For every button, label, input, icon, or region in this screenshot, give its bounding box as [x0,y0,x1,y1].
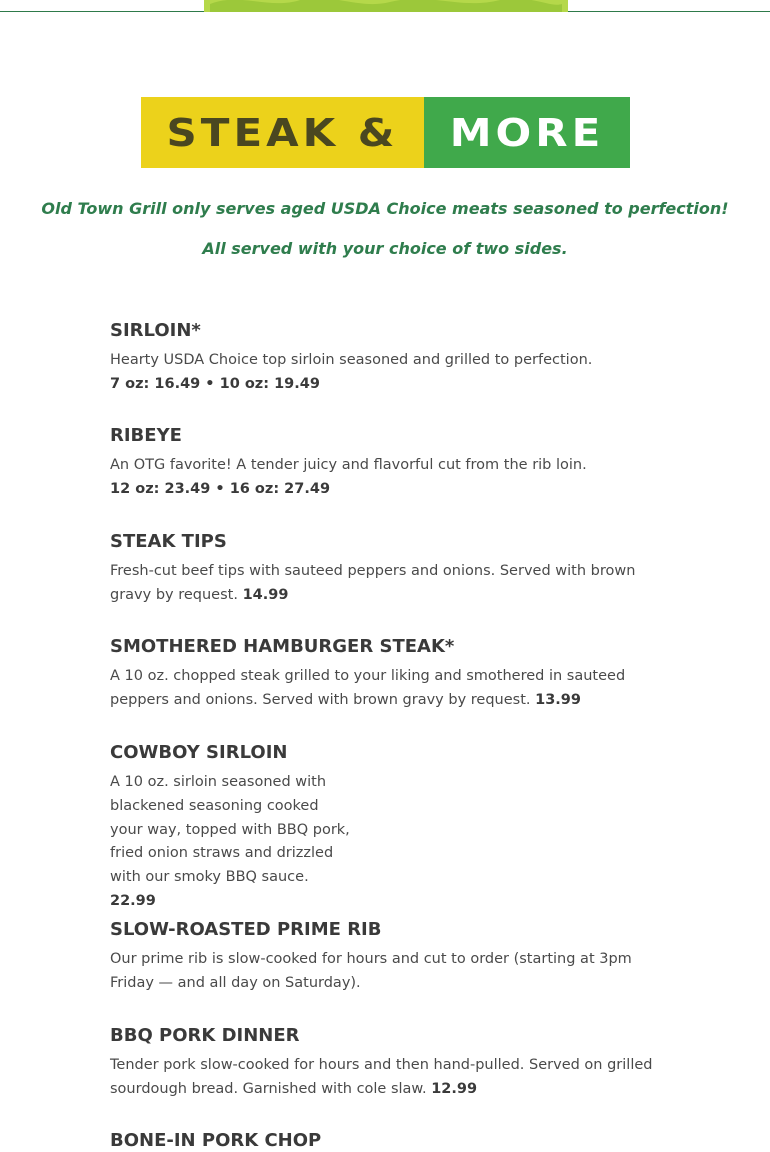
item-price: 14.99 [242,586,289,603]
item-name: SLOW-ROASTED PRIME RIB [110,919,382,940]
menu-item-bone-in-pork-chop [110,1130,670,1152]
item-description: Hearty USDA Choice top sirloin seasoned and grilled to perfection. [110,352,593,368]
item-description-text: A 10 oz. chopped steak grilled to your liking and smothered in sauteed peppers and onions. Served with brown gravy by request. [110,668,626,708]
banner-right-panel [424,97,630,168]
banner-left-text: STEAK & [166,109,399,155]
menu-item-steak-tips [110,531,670,608]
item-name: SMOTHERED HAMBURGER STEAK* [110,636,455,657]
item-name: BONE-IN PORK CHOP [110,1130,322,1151]
tagline-aged-meats: Old Town Grill only serves aged USDA Choice meats seasoned to perfection! [41,199,729,218]
item-description-text: Tender pork slow-cooked for hours and then hand-pulled. Served on grilled sourdough bread. Garnished with cole slaw. [110,1057,653,1097]
item-description [110,771,355,914]
item-name: COWBOY SIRLOIN [110,742,288,763]
item-price: 12 oz: 23.49 • 16 oz: 27.49 [110,480,331,497]
menu-item-bbq-pork-dinner [110,1025,670,1102]
item-name: BBQ PORK DINNER [110,1025,300,1046]
item-description [110,1054,670,1102]
item-description [110,560,670,608]
item-price: 13.99 [535,691,581,708]
item-description: An OTG favorite! A tender juicy and flavorful cut from the rib loin. [110,457,587,473]
item-description-text: A 10 oz. sirloin seasoned with blackened seasoning cooked your way, topped with BBQ pork, fried onion straws and drizzled with our smoky BBQ sauce. [110,774,350,886]
item-name: STEAK TIPS [110,531,227,552]
item-name: RIBEYE [110,425,182,446]
lettuce-garnish-image [200,0,572,12]
menu-item-cowboy-sirloin [110,742,355,914]
menu-item-prime-rib [110,919,670,996]
item-price: 7 oz: 16.49 • 10 oz: 19.49 [110,375,320,392]
banner-left-panel [141,97,424,168]
item-name: SIRLOIN* [110,320,201,341]
item-price: 12.99 [431,1080,478,1097]
banner-right-text: MORE [449,109,605,155]
tagline-sides: All served with your choice of two sides. [202,239,568,258]
item-description-text: Fresh-cut beef tips with sauteed peppers and onions. Served with brown gravy by request. [110,563,636,603]
item-description [110,665,670,713]
item-price: 22.99 [110,892,156,909]
menu-item-smothered-hamburger-steak [110,636,670,713]
section-title-banner [141,97,630,168]
menu-item-ribeye [110,425,670,502]
item-description: Our prime rib is slow-cooked for hours and cut to order (starting at 3pm Friday — and all day on Saturday). [110,951,632,991]
menu-item-sirloin [110,320,670,397]
